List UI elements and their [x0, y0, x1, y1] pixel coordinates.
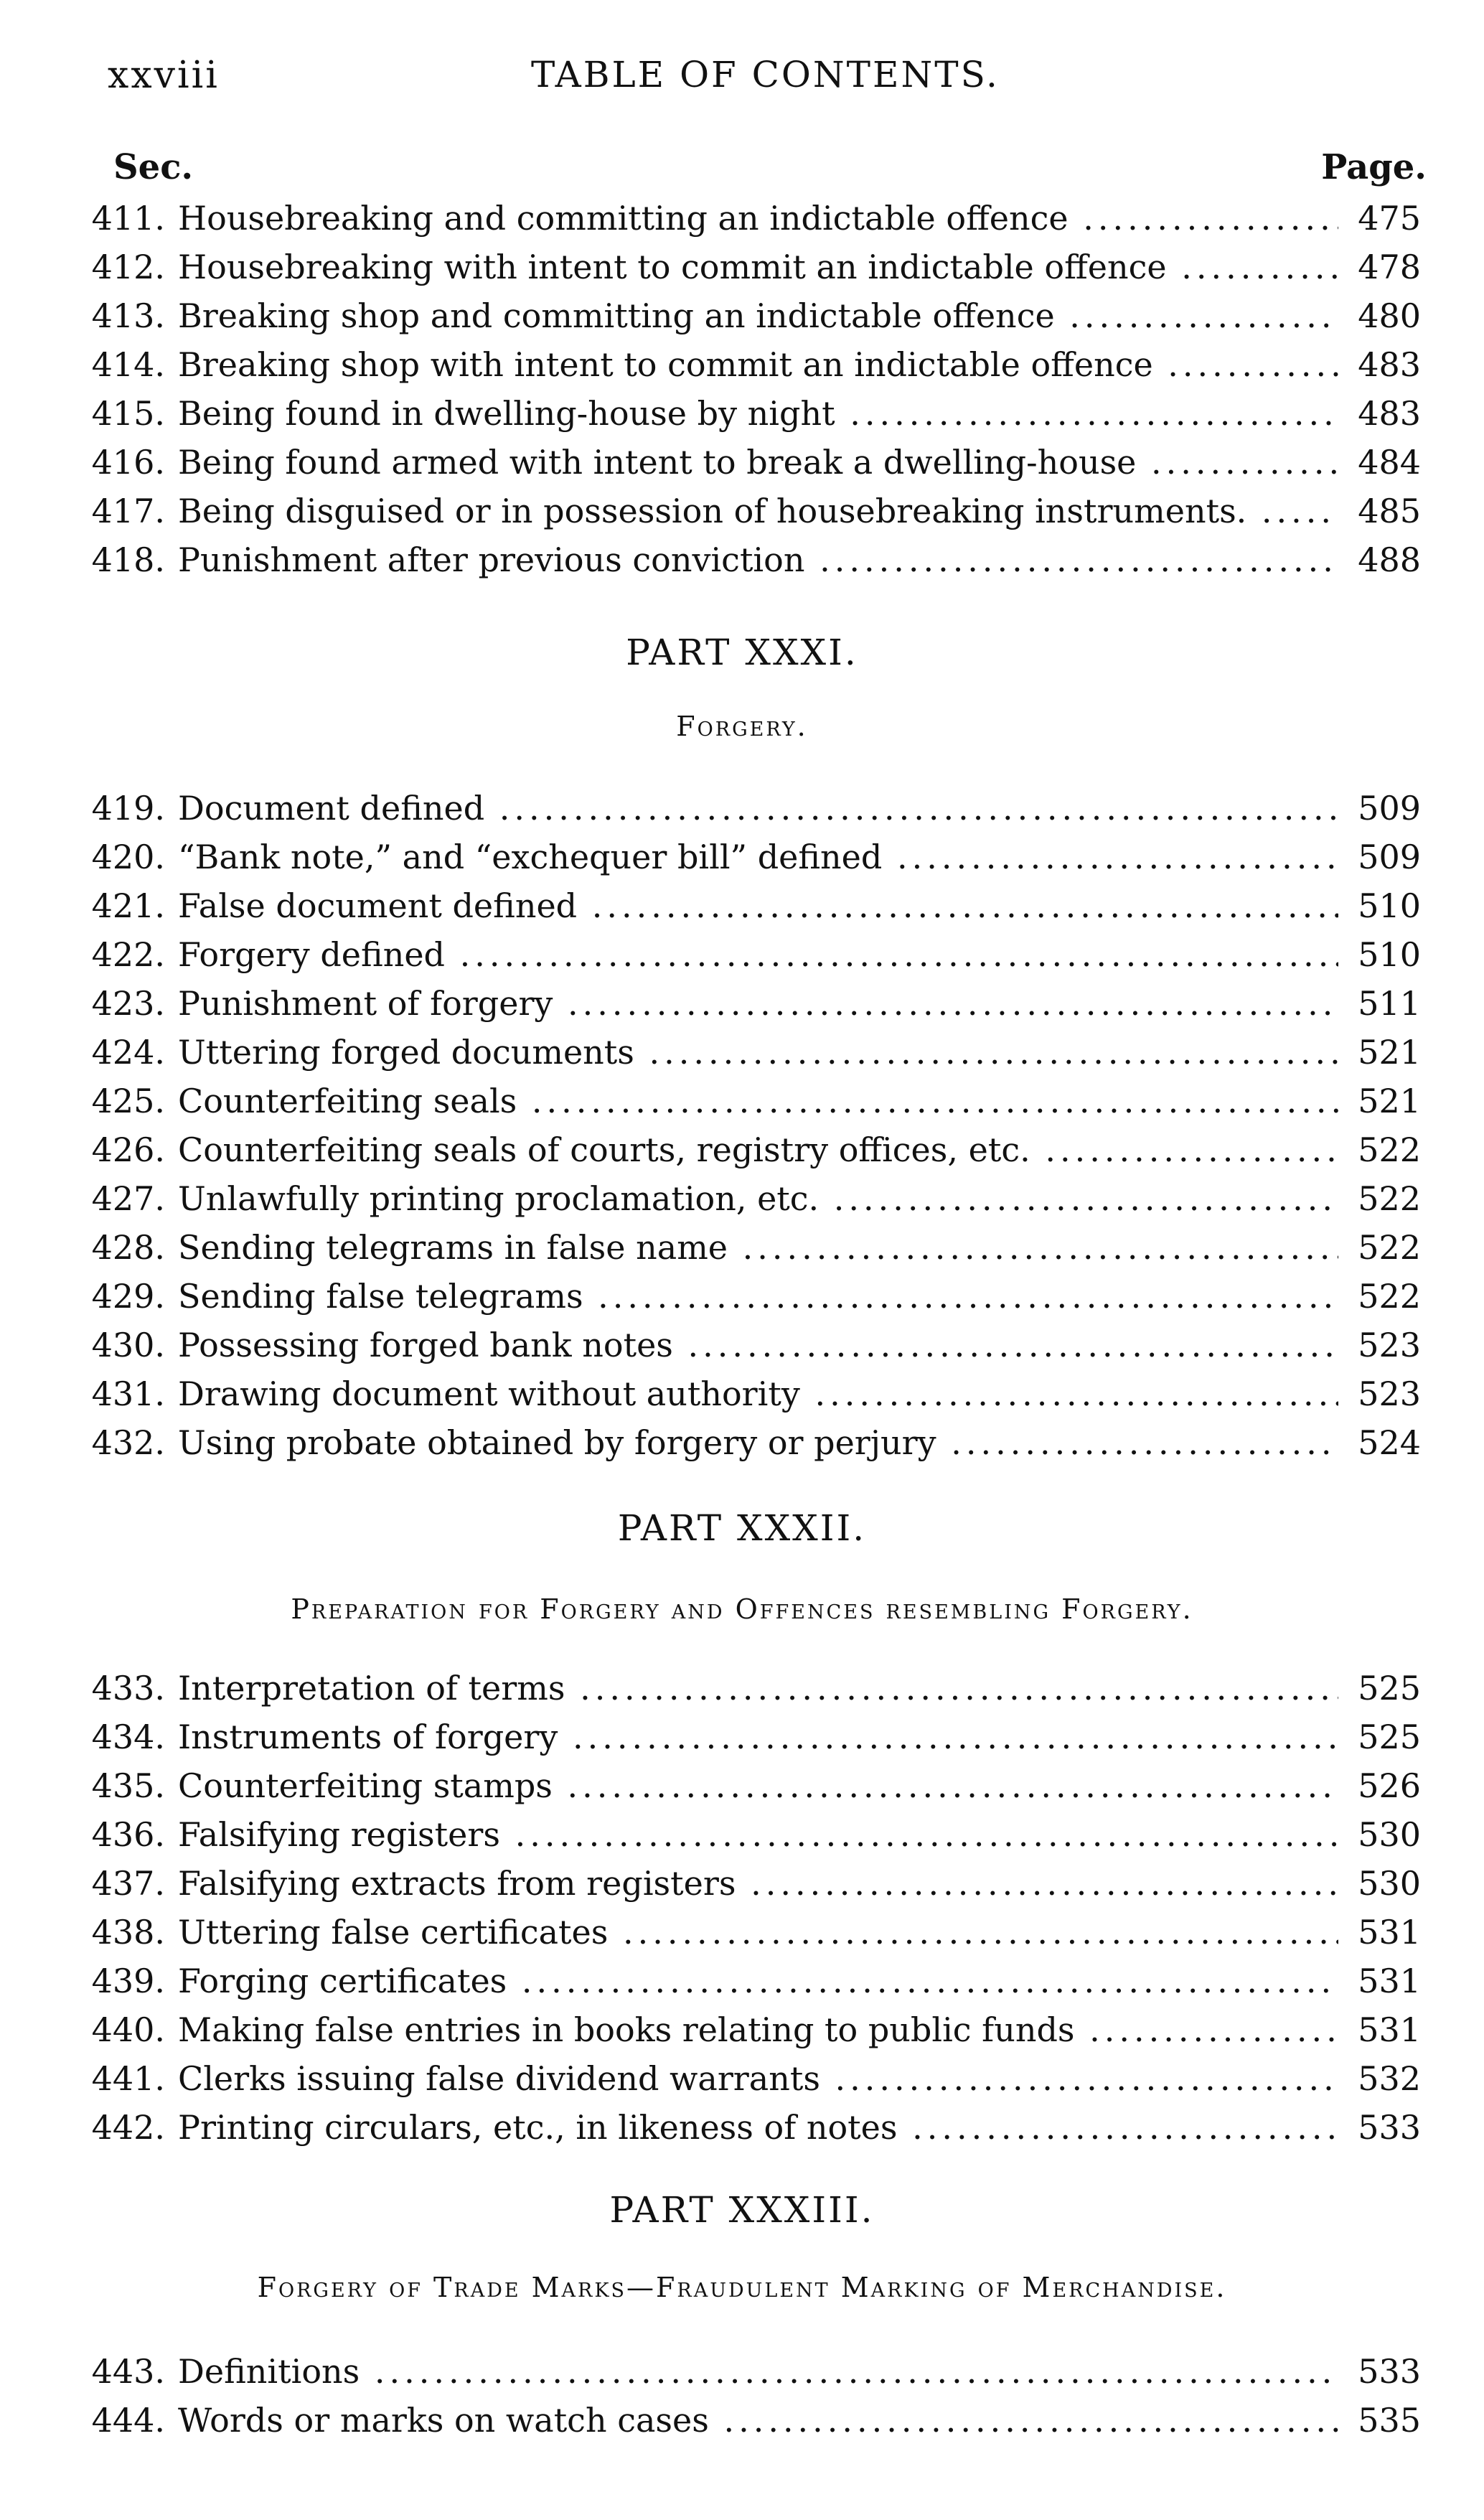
page-reference: 522 [1340, 1125, 1421, 1174]
page-reference: 521 [1340, 1077, 1421, 1125]
page-reference: 521 [1340, 1028, 1421, 1077]
entry-title: “Bank note,” and “exchequer bill” defined ..... [178, 833, 1338, 881]
page-reference: 480 [1340, 291, 1421, 340]
toc-entry [86, 1664, 1421, 1713]
entry-title: Unlawfully printing proclamation, etc. ..... [178, 1174, 1338, 1223]
entry-list-part-xxxiii [86, 2347, 1421, 2445]
section-number: 423. [91, 984, 165, 1023]
entry-title: Counterfeiting seals of courts, registry offices, etc. ..... [178, 1125, 1338, 1174]
page-reference: 530 [1340, 1810, 1421, 1859]
toc-entry [86, 1223, 1421, 1272]
entry-title: Words or marks on watch cases ..... [178, 2396, 1338, 2445]
toc-entry [86, 1125, 1421, 1174]
section-number: 416. [91, 443, 165, 482]
toc-entry [86, 2396, 1421, 2445]
page-reference: 535 [1340, 2396, 1421, 2445]
toc-entry [86, 340, 1421, 389]
page-reference: 509 [1340, 784, 1421, 833]
section-number: 425. [91, 1082, 165, 1120]
page-reference: 509 [1340, 833, 1421, 881]
section-column-heading: Sec. [113, 147, 194, 187]
section-number: 437. [91, 1864, 165, 1903]
page-reference: 488 [1340, 535, 1421, 584]
toc-entry [86, 2347, 1421, 2396]
toc-entry [86, 1028, 1421, 1077]
toc-entry [86, 2054, 1421, 2103]
entry-title: Instruments of forgery ..... [178, 1713, 1338, 1761]
section-number: 444. [91, 2401, 165, 2440]
entry-list-part-xxxii [86, 1664, 1421, 2152]
entry-title: Definitions ..... [178, 2347, 1338, 2396]
part-heading: PART XXXII. [617, 1507, 867, 1549]
page-reference: 533 [1340, 2347, 1421, 2396]
running-title: TABLE OF CONTENTS. [531, 54, 1000, 95]
toc-entry [86, 1321, 1421, 1369]
toc-entry [86, 1418, 1421, 1467]
entry-title: Being disguised or in possession of housebreaking instruments. ..... [178, 487, 1338, 535]
page-reference: 533 [1340, 2103, 1421, 2152]
section-number: 417. [91, 492, 165, 530]
entry-title: Making false entries in books relating to public funds ..... [178, 2005, 1338, 2054]
section-number: 413. [91, 296, 165, 335]
page-reference: 484 [1340, 438, 1421, 487]
section-number: 438. [91, 1913, 165, 1952]
toc-entry [86, 1713, 1421, 1761]
toc-entry [86, 1810, 1421, 1859]
entry-title: Breaking shop and committing an indictable offence ..... [178, 291, 1338, 340]
entry-title: Using probate obtained by forgery or perjury ..... [178, 1418, 1338, 1467]
page-reference: 531 [1340, 1957, 1421, 2005]
toc-entry [86, 2005, 1421, 2054]
section-number: 421. [91, 886, 165, 925]
toc-entry [86, 1859, 1421, 1908]
page-reference: 525 [1340, 1664, 1421, 1713]
page-reference: 525 [1340, 1713, 1421, 1761]
toc-entry [86, 243, 1421, 291]
page-reference: 510 [1340, 930, 1421, 979]
entry-title: Drawing document without authority ..... [178, 1369, 1338, 1418]
part-heading: PART XXXIII. [609, 2189, 875, 2231]
entry-title: Breaking shop with intent to commit an indictable offence ..... [178, 340, 1338, 389]
entry-list-part-xxx [86, 194, 1421, 584]
entry-title: Falsifying registers ..... [178, 1810, 1338, 1859]
entry-list-part-xxxi [86, 784, 1421, 1467]
page-column-heading: Page. [1321, 147, 1427, 187]
entry-title: Interpretation of terms ..... [178, 1664, 1338, 1713]
entry-title: Possessing forged bank notes ..... [178, 1321, 1338, 1369]
section-number: 427. [91, 1179, 165, 1218]
page-reference: 531 [1340, 2005, 1421, 2054]
toc-entry [86, 1761, 1421, 1810]
section-number: 412. [91, 248, 165, 286]
page-reference: 522 [1340, 1223, 1421, 1272]
entry-title: Uttering forged documents ..... [178, 1028, 1338, 1077]
entry-title: Housebreaking with intent to commit an indictable offence ..... [178, 243, 1338, 291]
entry-title: Forgery defined ..... [178, 930, 1338, 979]
section-number: 435. [91, 1766, 165, 1805]
toc-entry [86, 535, 1421, 584]
part-subtitle: Preparation for Forgery and Offences resembling Forgery. [291, 1593, 1193, 1625]
toc-entry [86, 1369, 1421, 1418]
page-reference: 483 [1340, 389, 1421, 438]
section-number: 439. [91, 1962, 165, 2000]
entry-title: Punishment of forgery ..... [178, 979, 1338, 1028]
page-reference: 522 [1340, 1272, 1421, 1321]
page-reference: 522 [1340, 1174, 1421, 1223]
toc-entry [86, 930, 1421, 979]
section-number: 424. [91, 1033, 165, 1072]
section-number: 436. [91, 1815, 165, 1854]
section-number: 433. [91, 1669, 165, 1708]
section-number: 431. [91, 1374, 165, 1413]
page-reference: 510 [1340, 881, 1421, 930]
page-reference: 523 [1340, 1369, 1421, 1418]
page-reference: 530 [1340, 1859, 1421, 1908]
toc-entry [86, 389, 1421, 438]
toc-entry [86, 1908, 1421, 1957]
toc-entry [86, 1174, 1421, 1223]
entry-title: Falsifying extracts from registers ..... [178, 1859, 1338, 1908]
toc-entry [86, 979, 1421, 1028]
entry-title: Punishment after previous conviction ..... [178, 535, 1338, 584]
page-reference: 475 [1340, 194, 1421, 243]
page-reference: 523 [1340, 1321, 1421, 1369]
column-headings [113, 147, 1427, 190]
section-number: 440. [91, 2010, 165, 2049]
page-reference: 532 [1340, 2054, 1421, 2103]
section-number: 420. [91, 838, 165, 876]
entry-title: False document defined ..... [178, 881, 1338, 930]
section-number: 418. [91, 540, 165, 579]
page-reference: 483 [1340, 340, 1421, 389]
entry-title: Document defined ..... [178, 784, 1338, 833]
section-number: 411. [91, 199, 165, 238]
toc-entry [86, 833, 1421, 881]
entry-title: Being found in dwelling-house by night ..... [178, 389, 1338, 438]
section-number: 432. [91, 1423, 165, 1462]
entry-title: Being found armed with intent to break a dwelling-house ..... [178, 438, 1338, 487]
entry-title: Sending telegrams in false name ..... [178, 1223, 1338, 1272]
section-number: 430. [91, 1326, 165, 1364]
toc-entry [86, 1077, 1421, 1125]
toc-entry [86, 2103, 1421, 2152]
entry-title: Counterfeiting seals ..... [178, 1077, 1338, 1125]
section-number: 415. [91, 394, 165, 433]
toc-entry [86, 1957, 1421, 2005]
toc-entry [86, 487, 1421, 535]
page-reference: 531 [1340, 1908, 1421, 1957]
section-number: 434. [91, 1718, 165, 1756]
section-number: 419. [91, 789, 165, 828]
section-number: 441. [91, 2059, 165, 2098]
page-reference: 526 [1340, 1761, 1421, 1810]
toc-entry [86, 881, 1421, 930]
section-number: 414. [91, 345, 165, 384]
entry-title: Sending false telegrams ..... [178, 1272, 1338, 1321]
page-number: xxviii [108, 54, 220, 97]
part-subtitle: Forgery. [676, 711, 808, 742]
page-reference: 511 [1340, 979, 1421, 1028]
section-number: 428. [91, 1228, 165, 1267]
section-number: 442. [91, 2108, 165, 2147]
toc-entry [86, 784, 1421, 833]
toc-entry [86, 1272, 1421, 1321]
toc-entry [86, 438, 1421, 487]
entry-title: Printing circulars, etc., in likeness of notes ..... [178, 2103, 1338, 2152]
toc-entry [86, 194, 1421, 243]
page-reference: 485 [1340, 487, 1421, 535]
toc-entry [86, 291, 1421, 340]
section-number: 429. [91, 1277, 165, 1316]
section-number: 443. [91, 2352, 165, 2391]
entry-title: Counterfeiting stamps ..... [178, 1761, 1338, 1810]
section-number: 426. [91, 1130, 165, 1169]
entry-title: Forging certificates ..... [178, 1957, 1338, 2005]
entry-title: Uttering false certificates ..... [178, 1908, 1338, 1957]
running-header [108, 54, 1399, 104]
part-subtitle: Forgery of Trade Marks—Fraudulent Marking of Merchandise. [257, 2272, 1227, 2303]
part-heading: PART XXXI. [626, 632, 858, 673]
entry-title: Housebreaking and committing an indictable offence ..... [178, 194, 1338, 243]
page-reference: 524 [1340, 1418, 1421, 1467]
page-reference: 478 [1340, 243, 1421, 291]
entry-title: Clerks issuing false dividend warrants ..... [178, 2054, 1338, 2103]
section-number: 422. [91, 935, 165, 974]
